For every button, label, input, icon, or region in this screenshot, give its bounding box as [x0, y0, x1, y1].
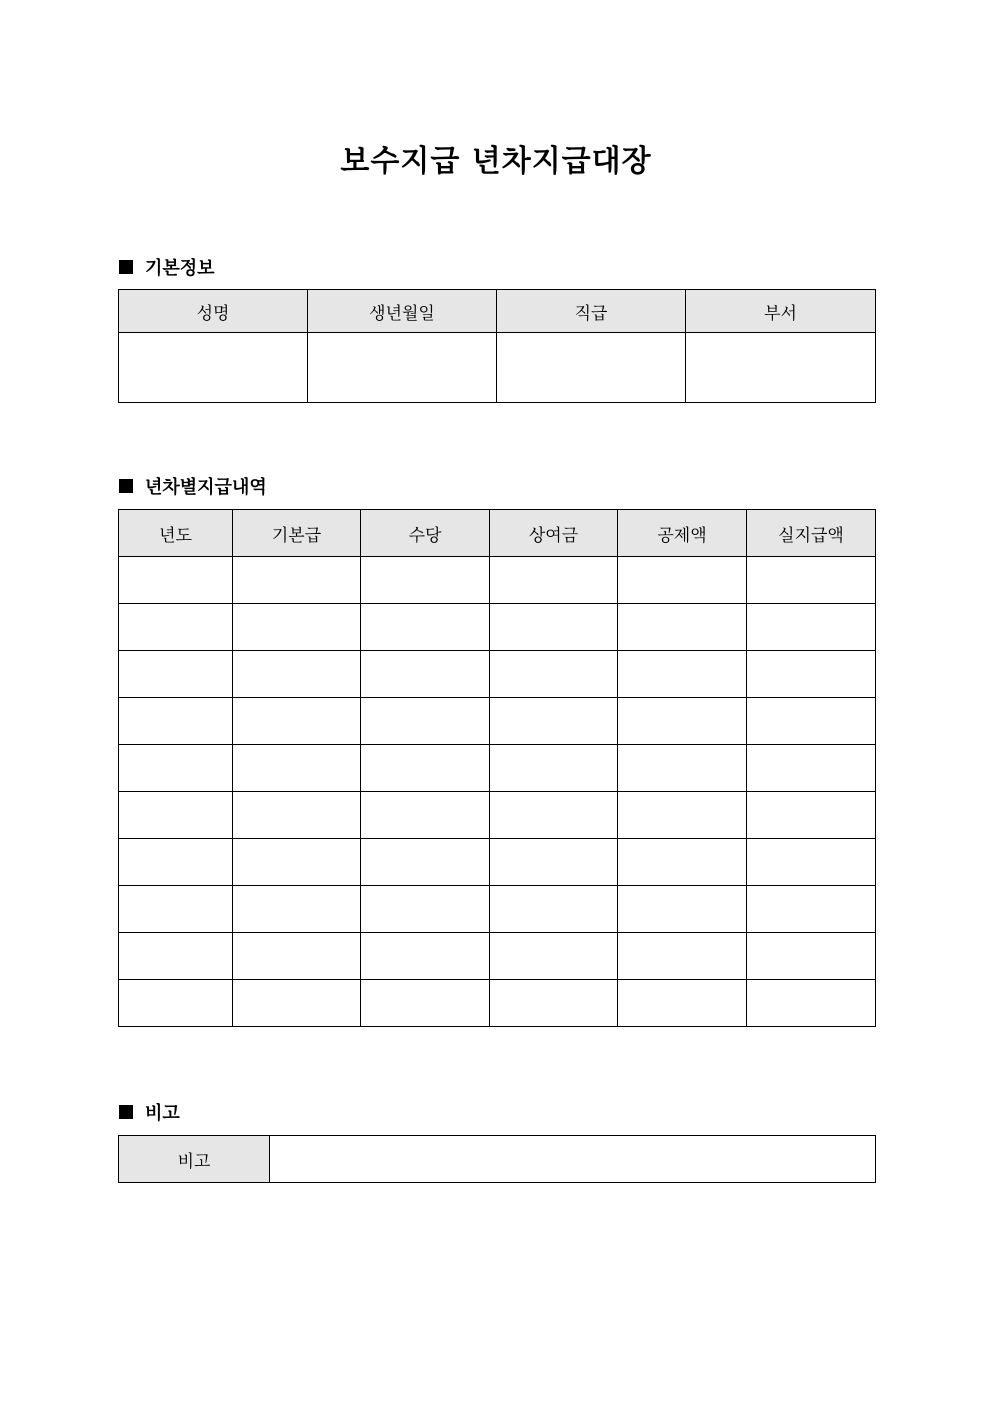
table-row: [119, 792, 876, 839]
net-pay-cell[interactable]: [747, 792, 876, 839]
deduction-cell[interactable]: [618, 886, 747, 933]
year-cell[interactable]: [119, 698, 233, 745]
bonus-cell[interactable]: [490, 745, 618, 792]
remarks-value-cell[interactable]: [270, 1136, 876, 1183]
year-cell[interactable]: [119, 839, 233, 886]
deduction-cell[interactable]: [618, 698, 747, 745]
section-heading-yearly-payments: [119, 473, 267, 499]
bonus-cell[interactable]: [490, 792, 618, 839]
basic-info-table: [118, 289, 876, 403]
base-salary-cell[interactable]: [233, 839, 361, 886]
bonus-cell[interactable]: [490, 651, 618, 698]
year-cell[interactable]: [119, 886, 233, 933]
header-allowance: 수당: [361, 510, 490, 557]
header-year: 년도: [119, 510, 233, 557]
allowance-cell[interactable]: [361, 933, 490, 980]
base-salary-cell[interactable]: [233, 886, 361, 933]
table-row: [119, 557, 876, 604]
net-pay-cell[interactable]: [747, 980, 876, 1027]
allowance-cell[interactable]: [361, 792, 490, 839]
allowance-cell[interactable]: [361, 745, 490, 792]
net-pay-cell[interactable]: [747, 933, 876, 980]
base-salary-cell[interactable]: [233, 745, 361, 792]
bonus-cell[interactable]: [490, 604, 618, 651]
table-row: [119, 886, 876, 933]
bonus-cell[interactable]: [490, 933, 618, 980]
net-pay-cell[interactable]: [747, 745, 876, 792]
remarks-row: [119, 1136, 876, 1183]
document-title: 보수지급 년차지급대장: [340, 144, 652, 179]
year-cell[interactable]: [119, 557, 233, 604]
header-net-pay: 실지급액: [747, 510, 876, 557]
yearly-payments-table: [118, 509, 876, 1027]
net-pay-cell[interactable]: [747, 557, 876, 604]
square-bullet-icon: [119, 260, 133, 274]
net-pay-cell[interactable]: [747, 698, 876, 745]
deduction-cell[interactable]: [618, 604, 747, 651]
square-bullet-icon: [119, 479, 133, 493]
net-pay-cell[interactable]: [747, 886, 876, 933]
table-row: [119, 698, 876, 745]
allowance-cell[interactable]: [361, 980, 490, 1027]
year-cell[interactable]: [119, 745, 233, 792]
year-cell[interactable]: [119, 651, 233, 698]
header-row: [119, 290, 876, 333]
header-birthdate: 생년월일: [308, 290, 497, 333]
birthdate-cell[interactable]: [308, 333, 497, 403]
section-heading-remarks: [119, 1099, 180, 1125]
table-row: [119, 839, 876, 886]
section-title: 기본정보: [145, 258, 215, 279]
base-salary-cell[interactable]: [233, 792, 361, 839]
net-pay-cell[interactable]: [747, 651, 876, 698]
bonus-cell[interactable]: [490, 980, 618, 1027]
bonus-cell[interactable]: [490, 557, 618, 604]
remarks-table: [118, 1135, 876, 1183]
section-title: 년차별지급내역: [145, 477, 267, 498]
yearly-table-body: [119, 557, 876, 1027]
net-pay-cell[interactable]: [747, 604, 876, 651]
table-row: [119, 745, 876, 792]
table-row: [119, 604, 876, 651]
deduction-cell[interactable]: [618, 933, 747, 980]
deduction-cell[interactable]: [618, 980, 747, 1027]
allowance-cell[interactable]: [361, 698, 490, 745]
value-row: [119, 333, 876, 403]
base-salary-cell[interactable]: [233, 980, 361, 1027]
position-cell[interactable]: [497, 333, 686, 403]
base-salary-cell[interactable]: [233, 604, 361, 651]
allowance-cell[interactable]: [361, 651, 490, 698]
deduction-cell[interactable]: [618, 792, 747, 839]
deduction-cell[interactable]: [618, 745, 747, 792]
allowance-cell[interactable]: [361, 886, 490, 933]
header-bonus: 상여금: [490, 510, 618, 557]
square-bullet-icon: [119, 1105, 133, 1119]
year-cell[interactable]: [119, 980, 233, 1027]
year-cell[interactable]: [119, 933, 233, 980]
header-position: 직급: [497, 290, 686, 333]
deduction-cell[interactable]: [618, 651, 747, 698]
table-row: [119, 651, 876, 698]
base-salary-cell[interactable]: [233, 698, 361, 745]
department-cell[interactable]: [686, 333, 876, 403]
header-base-salary: 기본급: [233, 510, 361, 557]
allowance-cell[interactable]: [361, 557, 490, 604]
base-salary-cell[interactable]: [233, 557, 361, 604]
year-cell[interactable]: [119, 604, 233, 651]
year-cell[interactable]: [119, 792, 233, 839]
bonus-cell[interactable]: [490, 698, 618, 745]
header-name: 성명: [119, 290, 308, 333]
remarks-label: 비고: [119, 1136, 270, 1183]
bonus-cell[interactable]: [490, 839, 618, 886]
header-row: [119, 510, 876, 557]
base-salary-cell[interactable]: [233, 651, 361, 698]
name-cell[interactable]: [119, 333, 308, 403]
table-row: [119, 980, 876, 1027]
header-department: 부서: [686, 290, 876, 333]
base-salary-cell[interactable]: [233, 933, 361, 980]
allowance-cell[interactable]: [361, 839, 490, 886]
deduction-cell[interactable]: [618, 557, 747, 604]
bonus-cell[interactable]: [490, 886, 618, 933]
table-row: [119, 933, 876, 980]
header-deduction: 공제액: [618, 510, 747, 557]
section-heading-basic-info: [119, 254, 215, 280]
net-pay-cell[interactable]: [747, 839, 876, 886]
deduction-cell[interactable]: [618, 839, 747, 886]
section-title: 비고: [145, 1103, 180, 1124]
allowance-cell[interactable]: [361, 604, 490, 651]
